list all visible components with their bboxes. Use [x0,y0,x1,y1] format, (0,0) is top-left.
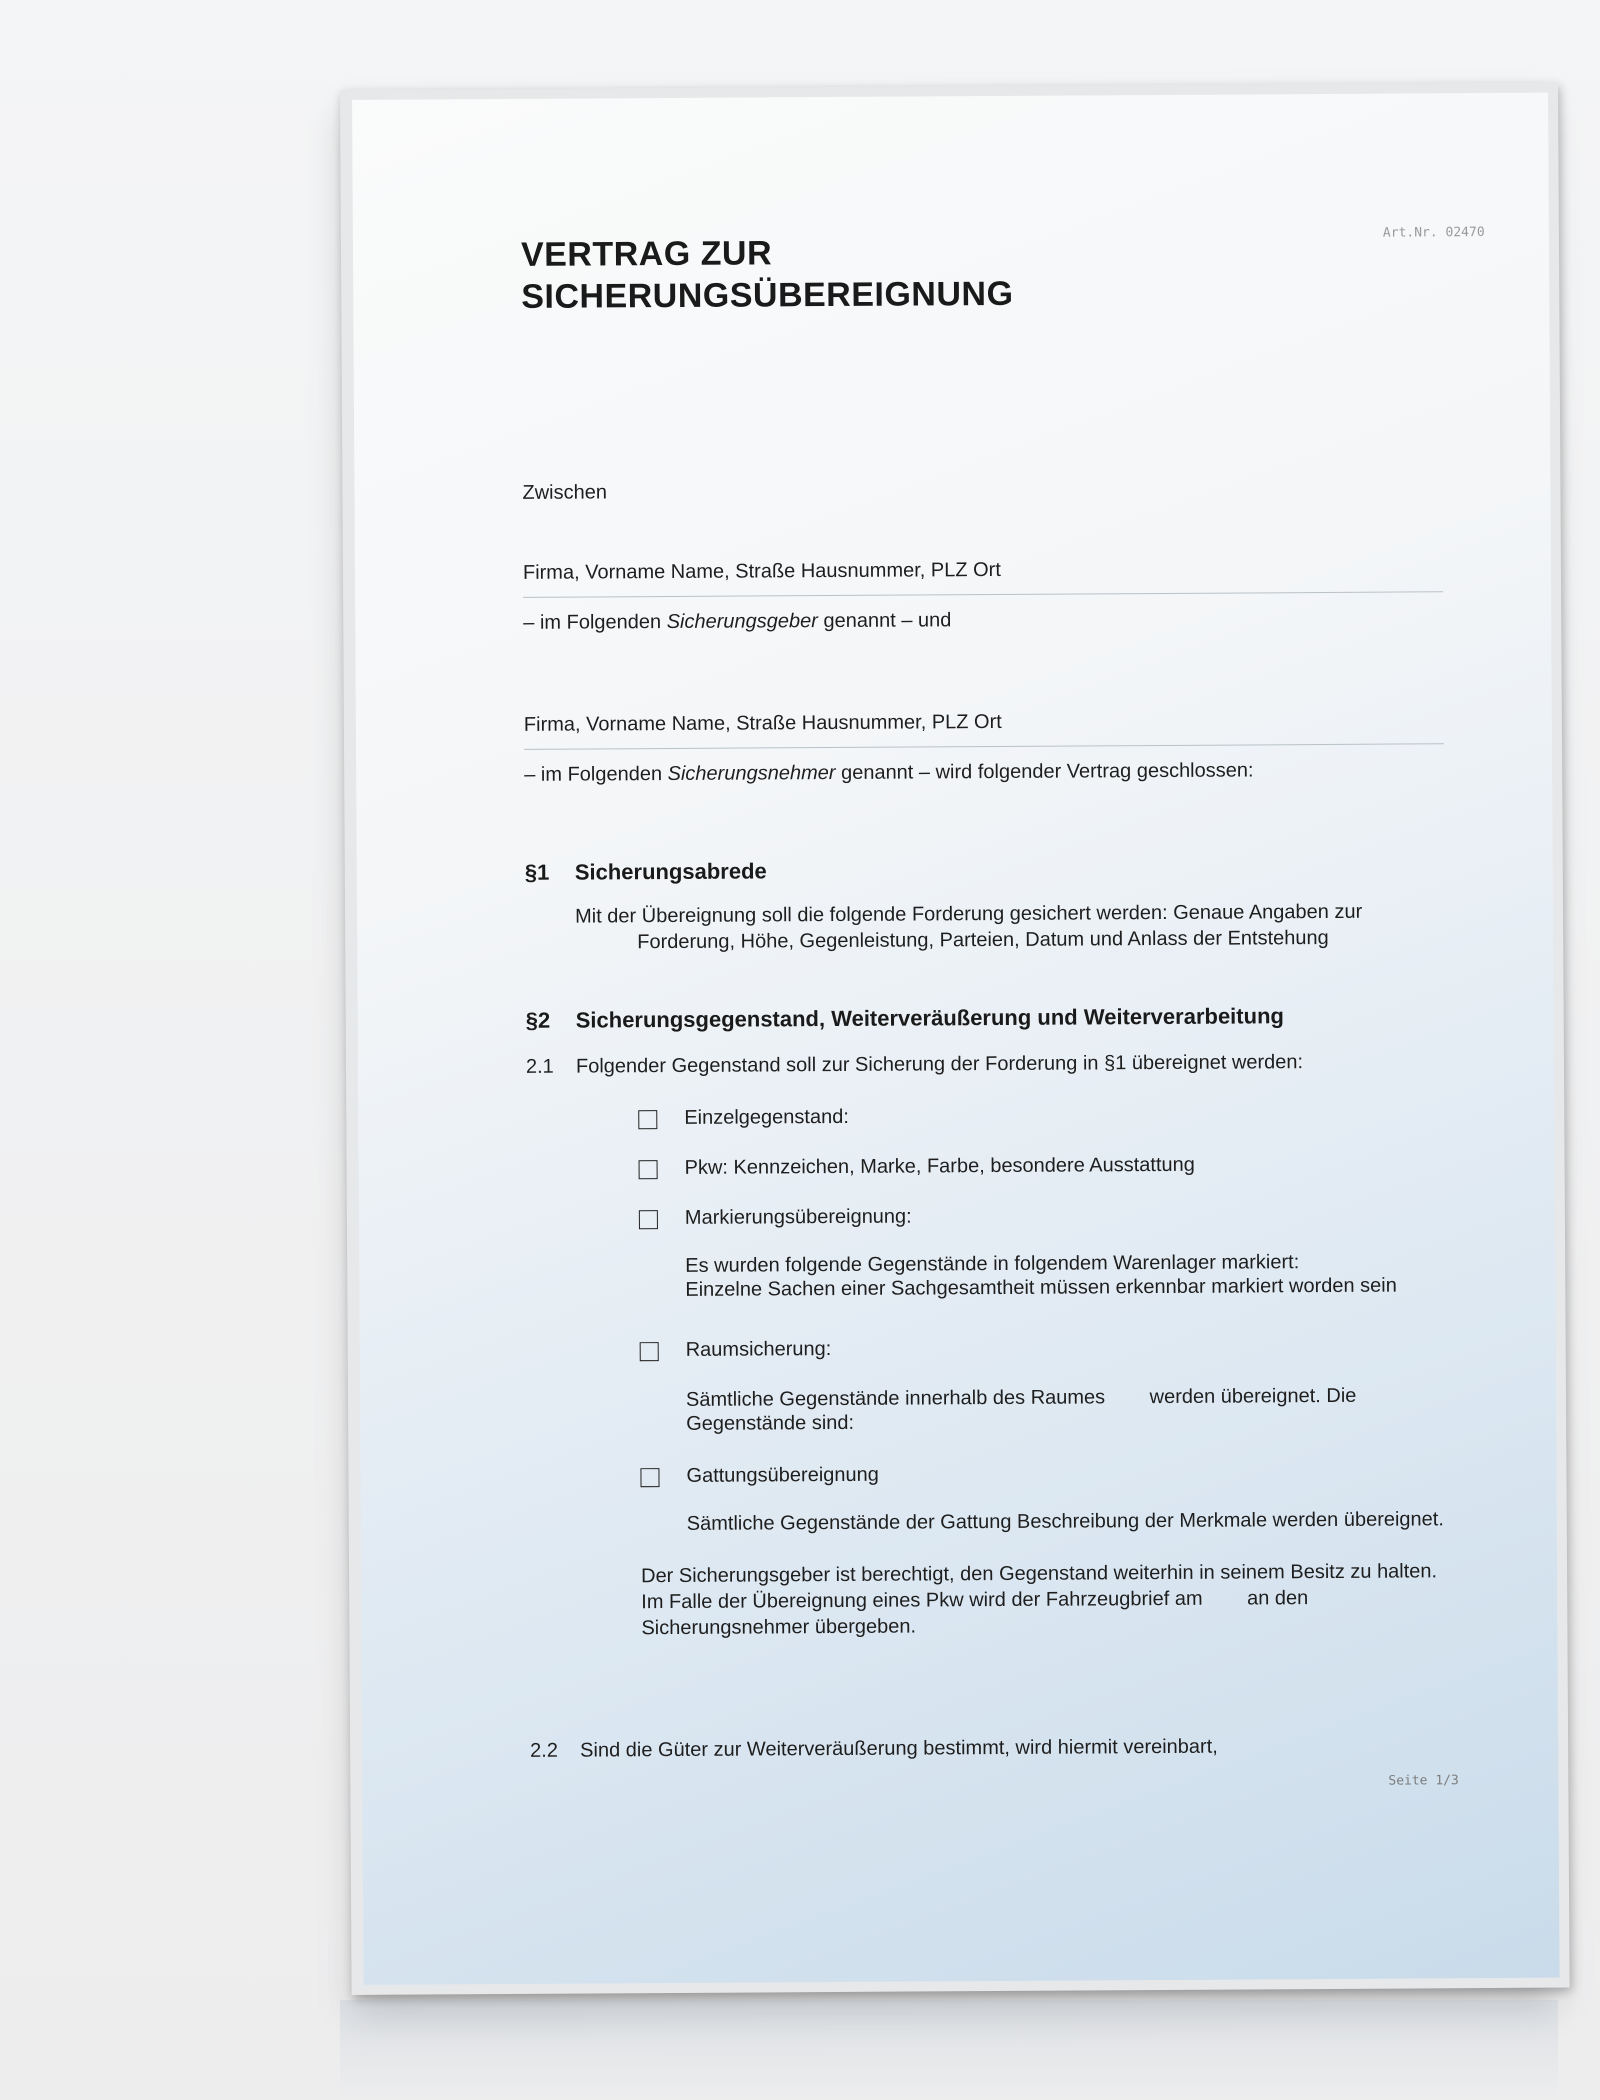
section-1-title: Sicherungsabrede [574,858,767,885]
sheet-reflection [340,2000,1558,2100]
option-einzelgegenstand-label: Einzelgegenstand: [684,1105,849,1129]
party1-address: Firma, Vorname Name, Straße Hausnummer, PLZ Ort [522,558,1001,584]
article-number: Art.Nr. 02470 [1382,225,1485,241]
checkbox-raumsicherung[interactable] [640,1342,659,1361]
checkbox-pkw[interactable] [639,1160,658,1179]
between-label: Zwischen [522,481,608,504]
party1-role [523,608,951,636]
party2-role-post: genannt – wird folgender Vertrag geschlossen: [835,759,1254,784]
clause-2-1-number: 2.1 [525,1055,554,1078]
section-2-title: Sicherungsgegenstand, Weiterveräußerung und Weiterverarbeitung [575,1003,1284,1033]
clause-2-1-text: Folgender Gegenstand soll zur Sicherung der Forderung in §1 übereignet werden: [575,1051,1304,1078]
title-line-1: VERTRAG ZUR [520,234,773,274]
party1-role-term: Sicherungsgeber [666,610,818,634]
option-markierung-detail-line-1: Es wurden folgende Gegenstände in folgendem Warenlager markiert: [685,1251,1300,1277]
possession-line-2: Im Falle der Übereignung eines Pkw wird der Fahrzeugbrief am an den [641,1587,1309,1614]
section-2-heading [526,1002,1284,1035]
option-gattung-label: Gattungsübereignung [686,1463,879,1487]
party1-role-pre: – im Folgenden [523,611,667,634]
option-raumsicherung-detail-line-1: Sämtliche Gegenstände innerhalb des Raumes werden übereignet. Die [685,1384,1357,1411]
checkbox-einzelgegenstand[interactable] [638,1110,657,1129]
possession-line-3: Sicherungsnehmer übergeben. [641,1615,917,1640]
document-page [352,93,1559,1985]
party2-underline [524,743,1444,750]
checkbox-markierungsuebereignung[interactable] [639,1210,658,1229]
option-pkw-detail: Pkw: Kennzeichen, Marke, Farbe, besondere Ausstattung [684,1153,1195,1179]
section-2-number: §2 [525,1007,551,1033]
clause-2-2 [530,1735,1218,1764]
checkbox-gattungsuebereignung[interactable] [640,1468,659,1487]
option-raumsicherung-detail-line-2: Gegenstände sind: [686,1411,855,1435]
section-1-number: §1 [524,859,550,885]
party2-role [524,758,1253,787]
party2-role-pre: – im Folgenden [524,763,668,786]
option-gattung-detail: Sämtliche Gegenstände der Gattung Beschreibung der Merkmale werden übereignet. [686,1508,1444,1535]
option-raumsicherung-label: Raumsicherung: [685,1338,832,1361]
title-line-2: SICHERUNGSÜBEREIGNUNG [521,274,1014,316]
possession-line-1: Der Sicherungsgeber ist berechtigt, den Gegenstand weiterhin in seinem Besitz zu halten. [641,1560,1438,1588]
option-markierung-detail-line-2: Einzelne Sachen einer Sachgesamtheit müssen erkennbar markiert worden sein [685,1274,1397,1301]
party1-underline [523,591,1443,598]
clause-2-2-text: Sind die Güter zur Weiterveräußerung bestimmt, wird hiermit vereinbart, [580,1735,1218,1762]
page-number: Seite 1/3 [1388,1773,1459,1789]
document-title [521,231,1014,318]
document-sheet [340,83,1570,1995]
party1-role-post: genannt – und [817,609,952,633]
clause-2-1 [526,1050,1303,1080]
party2-address: Firma, Vorname Name, Straße Hausnummer, PLZ Ort [523,710,1002,736]
section-1-text-line-2: Forderung, Höhe, Gegenleistung, Parteien, Datum und Anlass der Entstehung [637,926,1329,954]
party2-role-term: Sicherungsnehmer [667,761,836,786]
option-markierung-label: Markierungsübereignung: [684,1205,912,1229]
section-1-text-line-1: Mit der Übereignung soll die folgende Forderung gesichert werden: Genaue Angaben zur [574,900,1363,928]
section-1-heading [525,857,767,886]
clause-2-2-number: 2.2 [530,1739,559,1762]
